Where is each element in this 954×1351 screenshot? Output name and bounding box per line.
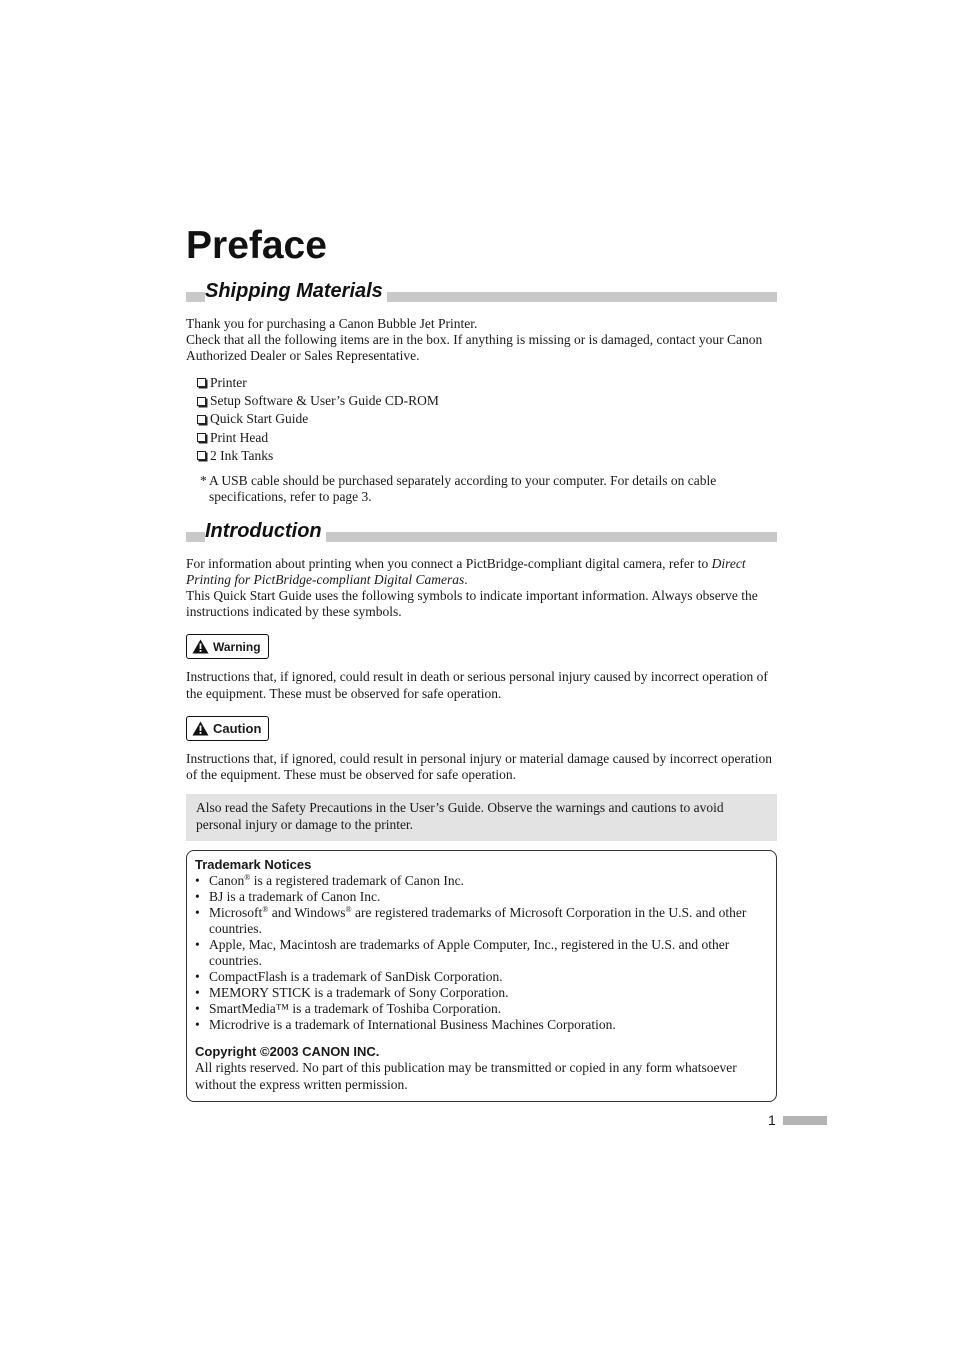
- section-title-shipping: Shipping Materials: [205, 278, 387, 304]
- trademark-item: • Microdrive is a trademark of International Business Machines Corporation.: [195, 1017, 616, 1033]
- warning-label: Warning: [213, 639, 261, 654]
- caution-symbol: [186, 716, 269, 741]
- note-text: A USB cable should be purchased separately according to your computer. For details on cable specifications, refer to page 3.: [209, 473, 717, 505]
- usb-cable-note: [200, 473, 777, 505]
- checklist-item: Setup Software & User’s Guide CD-ROM: [197, 392, 777, 410]
- trademark-item: • BJ is a trademark of Canon Inc.: [195, 889, 381, 905]
- trademark-list: [195, 873, 768, 1033]
- safety-precautions-note: Also read the Safety Precautions in the User’s Guide. Observe the warnings and cautions to avoid personal injury or damage to the printer.: [186, 794, 777, 841]
- page-content: [186, 222, 777, 1102]
- page-number-bar: [783, 1116, 827, 1125]
- trademark-item: • SmartMedia™ is a trademark of Toshiba Corporation.: [195, 1001, 502, 1017]
- checkbox-icon: [197, 397, 206, 406]
- warning-description: Instructions that, if ignored, could result in death or serious personal injury caused by incorrect operation of the equipment. These must be observed for safe operation.: [186, 669, 768, 701]
- checkbox-icon: [197, 433, 206, 442]
- trademark-heading: Trademark Notices: [195, 857, 312, 873]
- page-number: 1: [768, 1112, 776, 1128]
- note-asterisk: *: [200, 473, 207, 489]
- trademark-box: [186, 850, 777, 1101]
- trademark-item: • Microsoft® and Windows® are registered trademarks of Microsoft Corporation in the U.S. and other countries.: [195, 905, 747, 937]
- copyright-heading: Copyright ©2003 CANON INC.: [195, 1044, 380, 1060]
- checklist-item: 2 Ink Tanks: [197, 447, 777, 465]
- shipping-checklist: [197, 374, 777, 465]
- shipping-check: Check that all the following items are in the box. If anything is missing or is damaged, contact your Canon Authorized Dealer or Sales Representative.: [186, 332, 763, 364]
- page-title: Preface: [186, 224, 327, 267]
- introduction-paragraph-1: For information about printing when you connect a PictBridge-compliant digital camera, refer to Direct Printing for PictBridge-compliant Digital Cameras.: [186, 555, 746, 587]
- caution-triangle-icon: [192, 721, 209, 736]
- section-title-introduction: Introduction: [205, 518, 326, 544]
- trademark-item: • MEMORY STICK is a trademark of Sony Corporation.: [195, 985, 509, 1001]
- checklist-item: Print Head: [197, 429, 777, 447]
- section-heading-shipping: [186, 280, 777, 306]
- caution-description: Instructions that, if ignored, could result in personal injury or material damage caused by incorrect operation of the equipment. These must be observed for safe operation.: [186, 750, 772, 782]
- checkbox-icon: [197, 415, 206, 424]
- warning-triangle-icon: [192, 639, 209, 654]
- checkbox-icon: [197, 378, 206, 387]
- caution-label: Caution: [213, 720, 262, 736]
- checklist-item: Printer: [197, 374, 777, 392]
- checkbox-icon: [197, 451, 206, 460]
- trademark-item: • Apple, Mac, Macintosh are trademarks of Apple Computer, Inc., registered in the U.S. and other countries.: [195, 937, 730, 969]
- copyright-text: All rights reserved. No part of this publication may be transmitted or copied in any form whatsoever without the express written permission.: [195, 1060, 737, 1092]
- shipping-thanks: Thank you for purchasing a Canon Bubble Jet Printer.: [186, 316, 478, 331]
- section-heading-introduction: [186, 520, 777, 546]
- warning-symbol: [186, 634, 269, 659]
- trademark-item: • Canon® is a registered trademark of Canon Inc.: [195, 873, 464, 889]
- trademark-item: • CompactFlash is a trademark of SanDisk Corporation.: [195, 969, 503, 985]
- reference-title: Direct Printing for PictBridge-compliant Digital Cameras: [186, 555, 746, 587]
- checklist-item: Quick Start Guide: [197, 410, 777, 428]
- introduction-paragraph-2: This Quick Start Guide uses the following symbols to indicate important information. Always observe the instructions indicated by these symbols.: [186, 587, 758, 620]
